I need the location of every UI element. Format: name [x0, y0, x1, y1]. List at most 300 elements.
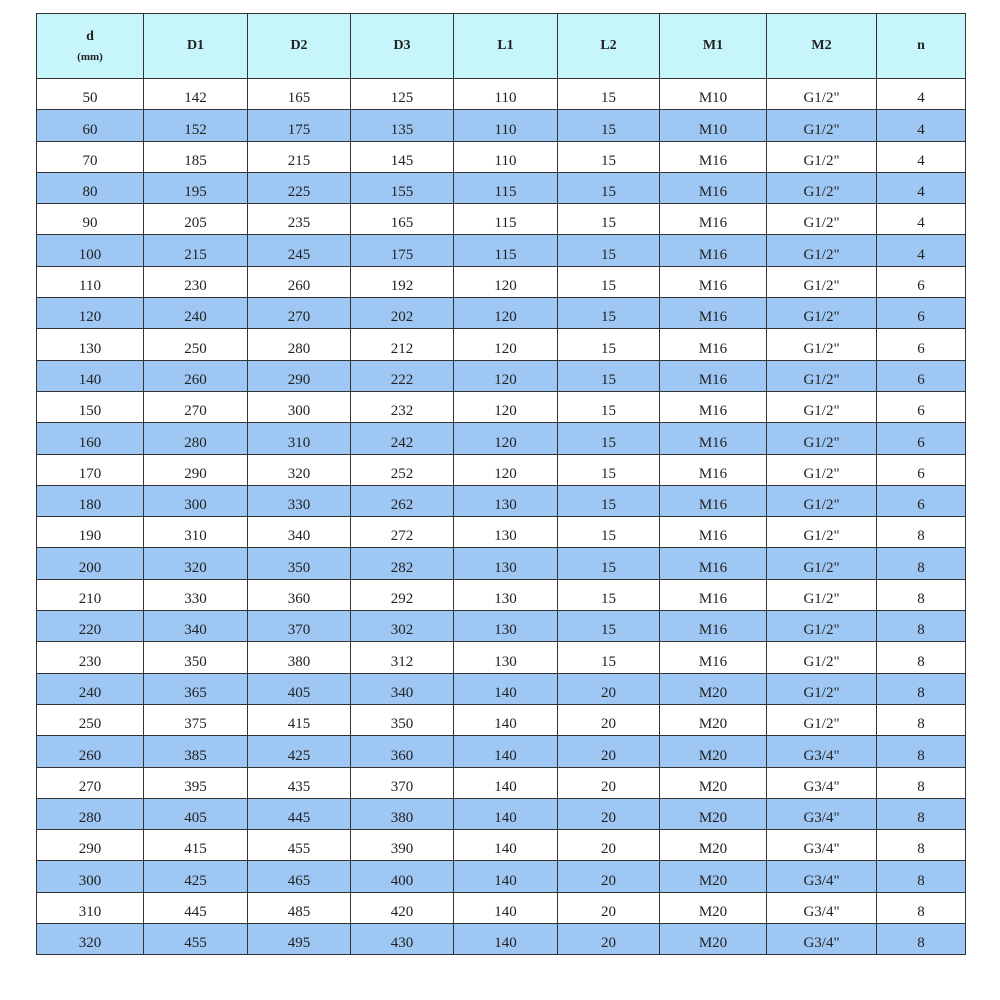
cell-n: 6 — [877, 423, 966, 454]
cell-d2: 495 — [248, 924, 351, 955]
cell-n: 6 — [877, 391, 966, 422]
cell-m2: G1/2" — [767, 266, 877, 297]
cell-m2: G1/2" — [767, 454, 877, 485]
cell-d1: 152 — [144, 110, 248, 141]
cell-m1: M16 — [660, 360, 767, 391]
cell-d2: 360 — [248, 579, 351, 610]
cell-m1: M16 — [660, 611, 767, 642]
cell-d: 130 — [37, 329, 144, 360]
cell-m1: M16 — [660, 391, 767, 422]
column-header-unit: (mm) — [77, 51, 103, 63]
cell-m1: M10 — [660, 79, 767, 110]
cell-m1: M16 — [660, 298, 767, 329]
cell-d3: 282 — [351, 548, 454, 579]
cell-m2: G1/2" — [767, 485, 877, 516]
cell-m2: G1/2" — [767, 298, 877, 329]
cell-m1: M16 — [660, 642, 767, 673]
cell-d3: 202 — [351, 298, 454, 329]
cell-l1: 130 — [454, 485, 558, 516]
cell-d2: 215 — [248, 141, 351, 172]
cell-m1: M16 — [660, 266, 767, 297]
cell-l1: 130 — [454, 579, 558, 610]
cell-l1: 120 — [454, 391, 558, 422]
cell-d1: 270 — [144, 391, 248, 422]
cell-d2: 455 — [248, 830, 351, 861]
cell-l2: 20 — [558, 673, 660, 704]
cell-d: 300 — [37, 861, 144, 892]
cell-d3: 232 — [351, 391, 454, 422]
cell-m1: M20 — [660, 704, 767, 735]
cell-d: 140 — [37, 360, 144, 391]
cell-m2: G1/2" — [767, 517, 877, 548]
cell-m2: G3/4" — [767, 924, 877, 955]
cell-d3: 272 — [351, 517, 454, 548]
cell-n: 8 — [877, 798, 966, 829]
cell-d: 290 — [37, 830, 144, 861]
cell-m2: G1/2" — [767, 704, 877, 735]
cell-d2: 235 — [248, 204, 351, 235]
cell-l2: 15 — [558, 454, 660, 485]
cell-d3: 145 — [351, 141, 454, 172]
column-header-label: L1 — [497, 38, 514, 53]
cell-d2: 290 — [248, 360, 351, 391]
table-row — [37, 266, 966, 297]
cell-n: 8 — [877, 548, 966, 579]
cell-l1: 140 — [454, 704, 558, 735]
cell-d2: 425 — [248, 736, 351, 767]
table-row — [37, 767, 966, 798]
cell-m1: M16 — [660, 235, 767, 266]
table-row — [37, 423, 966, 454]
table-row — [37, 298, 966, 329]
cell-d: 90 — [37, 204, 144, 235]
cell-l1: 120 — [454, 266, 558, 297]
column-header-l1 — [454, 14, 558, 79]
cell-d3: 175 — [351, 235, 454, 266]
cell-m2: G3/4" — [767, 892, 877, 923]
cell-l1: 120 — [454, 423, 558, 454]
cell-d2: 280 — [248, 329, 351, 360]
cell-l2: 15 — [558, 204, 660, 235]
header-row — [37, 14, 966, 79]
table-row — [37, 110, 966, 141]
cell-l2: 15 — [558, 360, 660, 391]
table-row — [37, 704, 966, 735]
cell-d: 170 — [37, 454, 144, 485]
cell-m2: G1/2" — [767, 579, 877, 610]
cell-m2: G3/4" — [767, 861, 877, 892]
cell-d3: 262 — [351, 485, 454, 516]
cell-d1: 250 — [144, 329, 248, 360]
cell-d2: 465 — [248, 861, 351, 892]
cell-m1: M16 — [660, 517, 767, 548]
cell-d2: 435 — [248, 767, 351, 798]
cell-d2: 245 — [248, 235, 351, 266]
table-row — [37, 642, 966, 673]
cell-d2: 320 — [248, 454, 351, 485]
cell-l1: 120 — [454, 329, 558, 360]
cell-d1: 365 — [144, 673, 248, 704]
cell-d3: 420 — [351, 892, 454, 923]
column-header-label: D3 — [393, 38, 411, 53]
cell-d3: 312 — [351, 642, 454, 673]
table-row — [37, 454, 966, 485]
table-row — [37, 548, 966, 579]
cell-m1: M20 — [660, 924, 767, 955]
cell-n: 8 — [877, 579, 966, 610]
cell-d: 220 — [37, 611, 144, 642]
cell-d2: 310 — [248, 423, 351, 454]
cell-l1: 140 — [454, 736, 558, 767]
cell-d2: 225 — [248, 172, 351, 203]
column-header-d2 — [248, 14, 351, 79]
cell-d1: 185 — [144, 141, 248, 172]
cell-d1: 425 — [144, 861, 248, 892]
table-row — [37, 79, 966, 110]
cell-l2: 15 — [558, 141, 660, 172]
cell-n: 4 — [877, 172, 966, 203]
table-row — [37, 329, 966, 360]
table-row — [37, 736, 966, 767]
cell-d: 180 — [37, 485, 144, 516]
cell-d1: 310 — [144, 517, 248, 548]
cell-n: 8 — [877, 861, 966, 892]
cell-l1: 115 — [454, 172, 558, 203]
table-row — [37, 861, 966, 892]
cell-l2: 20 — [558, 924, 660, 955]
cell-d1: 330 — [144, 579, 248, 610]
column-header-m2 — [767, 14, 877, 79]
cell-m1: M20 — [660, 736, 767, 767]
cell-m2: G1/2" — [767, 548, 877, 579]
cell-m2: G1/2" — [767, 611, 877, 642]
cell-l1: 130 — [454, 642, 558, 673]
table-row — [37, 673, 966, 704]
cell-l2: 15 — [558, 79, 660, 110]
cell-l2: 15 — [558, 235, 660, 266]
cell-d: 150 — [37, 391, 144, 422]
cell-d1: 385 — [144, 736, 248, 767]
cell-d: 110 — [37, 266, 144, 297]
cell-l1: 130 — [454, 611, 558, 642]
cell-d1: 320 — [144, 548, 248, 579]
cell-d: 60 — [37, 110, 144, 141]
cell-d: 70 — [37, 141, 144, 172]
cell-d: 280 — [37, 798, 144, 829]
column-header-d1 — [144, 14, 248, 79]
cell-d2: 175 — [248, 110, 351, 141]
cell-n: 4 — [877, 204, 966, 235]
cell-d2: 415 — [248, 704, 351, 735]
cell-l1: 120 — [454, 454, 558, 485]
cell-m1: M16 — [660, 172, 767, 203]
cell-m1: M16 — [660, 329, 767, 360]
cell-m1: M20 — [660, 767, 767, 798]
column-header-label: d — [86, 29, 94, 44]
table-row — [37, 235, 966, 266]
cell-l2: 20 — [558, 861, 660, 892]
cell-d2: 330 — [248, 485, 351, 516]
table-row — [37, 391, 966, 422]
cell-d1: 260 — [144, 360, 248, 391]
cell-m2: G3/4" — [767, 736, 877, 767]
cell-m1: M16 — [660, 204, 767, 235]
cell-l2: 15 — [558, 548, 660, 579]
column-header-m1 — [660, 14, 767, 79]
cell-l1: 140 — [454, 798, 558, 829]
cell-n: 8 — [877, 892, 966, 923]
cell-m2: G1/2" — [767, 673, 877, 704]
table-row — [37, 798, 966, 829]
column-header-label: M1 — [702, 38, 724, 53]
cell-n: 8 — [877, 611, 966, 642]
table-row — [37, 360, 966, 391]
cell-d3: 242 — [351, 423, 454, 454]
cell-m2: G3/4" — [767, 830, 877, 861]
column-header-label: D1 — [186, 38, 205, 53]
table-row — [37, 924, 966, 955]
cell-n: 6 — [877, 329, 966, 360]
column-header-d3 — [351, 14, 454, 79]
cell-d3: 370 — [351, 767, 454, 798]
cell-l2: 20 — [558, 767, 660, 798]
cell-m2: G1/2" — [767, 642, 877, 673]
cell-l1: 115 — [454, 204, 558, 235]
cell-d2: 270 — [248, 298, 351, 329]
cell-m2: G3/4" — [767, 767, 877, 798]
cell-d1: 195 — [144, 172, 248, 203]
cell-m1: M16 — [660, 141, 767, 172]
cell-l2: 15 — [558, 611, 660, 642]
cell-d3: 292 — [351, 579, 454, 610]
cell-m1: M20 — [660, 798, 767, 829]
cell-n: 8 — [877, 736, 966, 767]
cell-d1: 455 — [144, 924, 248, 955]
cell-d3: 340 — [351, 673, 454, 704]
cell-d: 310 — [37, 892, 144, 923]
cell-n: 6 — [877, 360, 966, 391]
cell-d1: 415 — [144, 830, 248, 861]
table-row — [37, 485, 966, 516]
cell-d1: 215 — [144, 235, 248, 266]
cell-d: 260 — [37, 736, 144, 767]
cell-m1: M10 — [660, 110, 767, 141]
cell-m1: M20 — [660, 673, 767, 704]
cell-n: 8 — [877, 704, 966, 735]
cell-d3: 350 — [351, 704, 454, 735]
cell-l2: 15 — [558, 485, 660, 516]
cell-n: 4 — [877, 79, 966, 110]
cell-d3: 430 — [351, 924, 454, 955]
cell-l1: 130 — [454, 548, 558, 579]
cell-n: 8 — [877, 924, 966, 955]
cell-n: 8 — [877, 517, 966, 548]
cell-d1: 300 — [144, 485, 248, 516]
cell-l1: 140 — [454, 892, 558, 923]
cell-d3: 380 — [351, 798, 454, 829]
cell-l1: 140 — [454, 830, 558, 861]
cell-m2: G1/2" — [767, 391, 877, 422]
cell-m1: M16 — [660, 548, 767, 579]
cell-d: 120 — [37, 298, 144, 329]
cell-d: 240 — [37, 673, 144, 704]
cell-n: 6 — [877, 454, 966, 485]
cell-d1: 142 — [144, 79, 248, 110]
cell-d: 270 — [37, 767, 144, 798]
cell-d1: 205 — [144, 204, 248, 235]
cell-n: 4 — [877, 235, 966, 266]
cell-n: 8 — [877, 673, 966, 704]
cell-d2: 445 — [248, 798, 351, 829]
cell-n: 8 — [877, 767, 966, 798]
cell-l1: 110 — [454, 110, 558, 141]
cell-n: 8 — [877, 642, 966, 673]
column-header-n — [877, 14, 966, 79]
table-row — [37, 517, 966, 548]
column-header-label: M2 — [811, 38, 832, 53]
cell-d: 210 — [37, 579, 144, 610]
cell-m1: M16 — [660, 579, 767, 610]
cell-d1: 350 — [144, 642, 248, 673]
cell-l2: 15 — [558, 391, 660, 422]
cell-d2: 370 — [248, 611, 351, 642]
cell-d3: 135 — [351, 110, 454, 141]
cell-d3: 222 — [351, 360, 454, 391]
cell-l1: 130 — [454, 517, 558, 548]
column-header-d — [37, 14, 144, 79]
table-row — [37, 611, 966, 642]
cell-d3: 252 — [351, 454, 454, 485]
table-row — [37, 892, 966, 923]
cell-l1: 115 — [454, 235, 558, 266]
cell-n: 4 — [877, 110, 966, 141]
cell-m2: G1/2" — [767, 204, 877, 235]
cell-d1: 395 — [144, 767, 248, 798]
cell-n: 6 — [877, 266, 966, 297]
cell-l1: 140 — [454, 861, 558, 892]
cell-l2: 15 — [558, 266, 660, 297]
cell-l2: 20 — [558, 830, 660, 861]
table-row — [37, 579, 966, 610]
cell-l1: 120 — [454, 360, 558, 391]
cell-m2: G1/2" — [767, 423, 877, 454]
cell-l2: 15 — [558, 298, 660, 329]
cell-d3: 302 — [351, 611, 454, 642]
cell-d2: 300 — [248, 391, 351, 422]
cell-m1: M16 — [660, 454, 767, 485]
cell-l1: 110 — [454, 141, 558, 172]
cell-m2: G1/2" — [767, 360, 877, 391]
cell-d3: 400 — [351, 861, 454, 892]
cell-d2: 350 — [248, 548, 351, 579]
cell-d1: 240 — [144, 298, 248, 329]
cell-d: 230 — [37, 642, 144, 673]
cell-d3: 155 — [351, 172, 454, 203]
cell-d2: 165 — [248, 79, 351, 110]
cell-n: 4 — [877, 141, 966, 172]
cell-d: 190 — [37, 517, 144, 548]
cell-l1: 140 — [454, 673, 558, 704]
cell-d2: 485 — [248, 892, 351, 923]
cell-d3: 192 — [351, 266, 454, 297]
cell-d3: 165 — [351, 204, 454, 235]
cell-m1: M20 — [660, 830, 767, 861]
table-row — [37, 830, 966, 861]
cell-d2: 405 — [248, 673, 351, 704]
table-row — [37, 204, 966, 235]
cell-m2: G1/2" — [767, 329, 877, 360]
cell-d1: 375 — [144, 704, 248, 735]
cell-l2: 15 — [558, 172, 660, 203]
cell-l2: 20 — [558, 704, 660, 735]
cell-d1: 230 — [144, 266, 248, 297]
cell-l2: 15 — [558, 329, 660, 360]
cell-d1: 340 — [144, 611, 248, 642]
cell-l2: 15 — [558, 517, 660, 548]
cell-d: 80 — [37, 172, 144, 203]
cell-d1: 280 — [144, 423, 248, 454]
cell-d: 250 — [37, 704, 144, 735]
cell-n: 8 — [877, 830, 966, 861]
cell-l2: 15 — [558, 110, 660, 141]
cell-d2: 260 — [248, 266, 351, 297]
cell-d2: 380 — [248, 642, 351, 673]
cell-d3: 125 — [351, 79, 454, 110]
cell-d: 100 — [37, 235, 144, 266]
cell-d3: 360 — [351, 736, 454, 767]
cell-d2: 340 — [248, 517, 351, 548]
cell-d: 200 — [37, 548, 144, 579]
cell-l1: 110 — [454, 79, 558, 110]
cell-m1: M20 — [660, 861, 767, 892]
cell-d1: 445 — [144, 892, 248, 923]
table-row — [37, 172, 966, 203]
cell-l1: 140 — [454, 767, 558, 798]
cell-l2: 15 — [558, 423, 660, 454]
cell-m1: M20 — [660, 892, 767, 923]
cell-m2: G1/2" — [767, 141, 877, 172]
cell-d3: 390 — [351, 830, 454, 861]
cell-m1: M16 — [660, 485, 767, 516]
cell-l2: 20 — [558, 798, 660, 829]
cell-n: 6 — [877, 298, 966, 329]
cell-n: 6 — [877, 485, 966, 516]
cell-m2: G1/2" — [767, 235, 877, 266]
table-row — [37, 141, 966, 172]
cell-l2: 20 — [558, 892, 660, 923]
cell-d3: 212 — [351, 329, 454, 360]
cell-m1: M16 — [660, 423, 767, 454]
column-header-label: D2 — [290, 38, 308, 53]
cell-d1: 405 — [144, 798, 248, 829]
dimensions-table — [36, 13, 966, 955]
cell-l2: 15 — [558, 579, 660, 610]
cell-m2: G1/2" — [767, 79, 877, 110]
column-header-label: n — [917, 38, 925, 53]
cell-l2: 20 — [558, 736, 660, 767]
cell-d1: 290 — [144, 454, 248, 485]
cell-d: 160 — [37, 423, 144, 454]
cell-d: 320 — [37, 924, 144, 955]
cell-m2: G1/2" — [767, 172, 877, 203]
cell-d: 50 — [37, 79, 144, 110]
cell-l2: 15 — [558, 642, 660, 673]
column-header-l2 — [558, 14, 660, 79]
cell-l1: 120 — [454, 298, 558, 329]
cell-l1: 140 — [454, 924, 558, 955]
column-header-label: L2 — [600, 38, 617, 53]
cell-m2: G1/2" — [767, 110, 877, 141]
